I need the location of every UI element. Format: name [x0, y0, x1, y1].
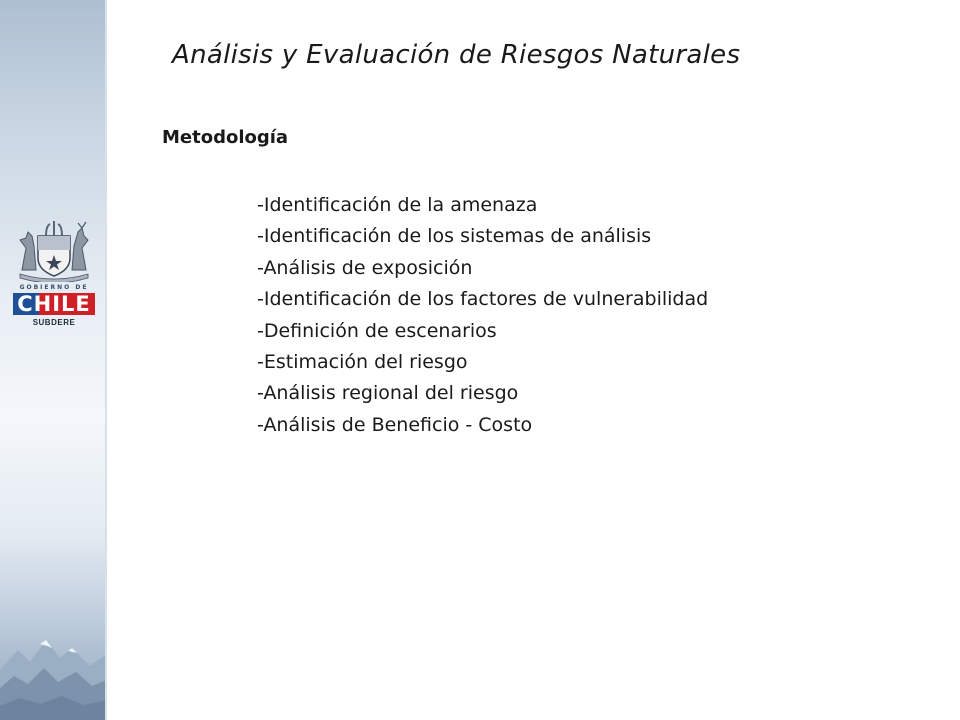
logo-gobierno-de-text: GOBIERNO DE — [19, 284, 89, 291]
logo-subdere-text: SUBDERE — [32, 318, 76, 327]
list-item: -Identificación de los sistemas de análisis — [257, 225, 652, 248]
methodology-list — [257, 190, 708, 441]
sidebar-panel — [0, 0, 107, 720]
list-item: -Análisis de exposición — [257, 256, 473, 279]
list-item: -Análisis regional del riesgo — [257, 382, 519, 405]
section-heading: Metodología — [162, 127, 289, 148]
list-item: -Definición de escenarios — [257, 319, 497, 342]
gobierno-de-chile-logo — [6, 218, 102, 348]
logo-chile-text: CHILE — [13, 293, 95, 315]
list-item: -Identificación de la amenaza — [257, 194, 538, 216]
mountains-image — [0, 610, 107, 720]
slide-title: Análisis y Evaluación de Riesgos Naturales — [172, 40, 741, 70]
coat-of-arms-icon — [12, 218, 96, 282]
list-item: -Identificación de los factores de vulnerabilidad — [257, 288, 709, 311]
list-item: -Estimación del riesgo — [257, 351, 468, 374]
list-item: -Análisis de Beneficio - Costo — [257, 413, 533, 436]
